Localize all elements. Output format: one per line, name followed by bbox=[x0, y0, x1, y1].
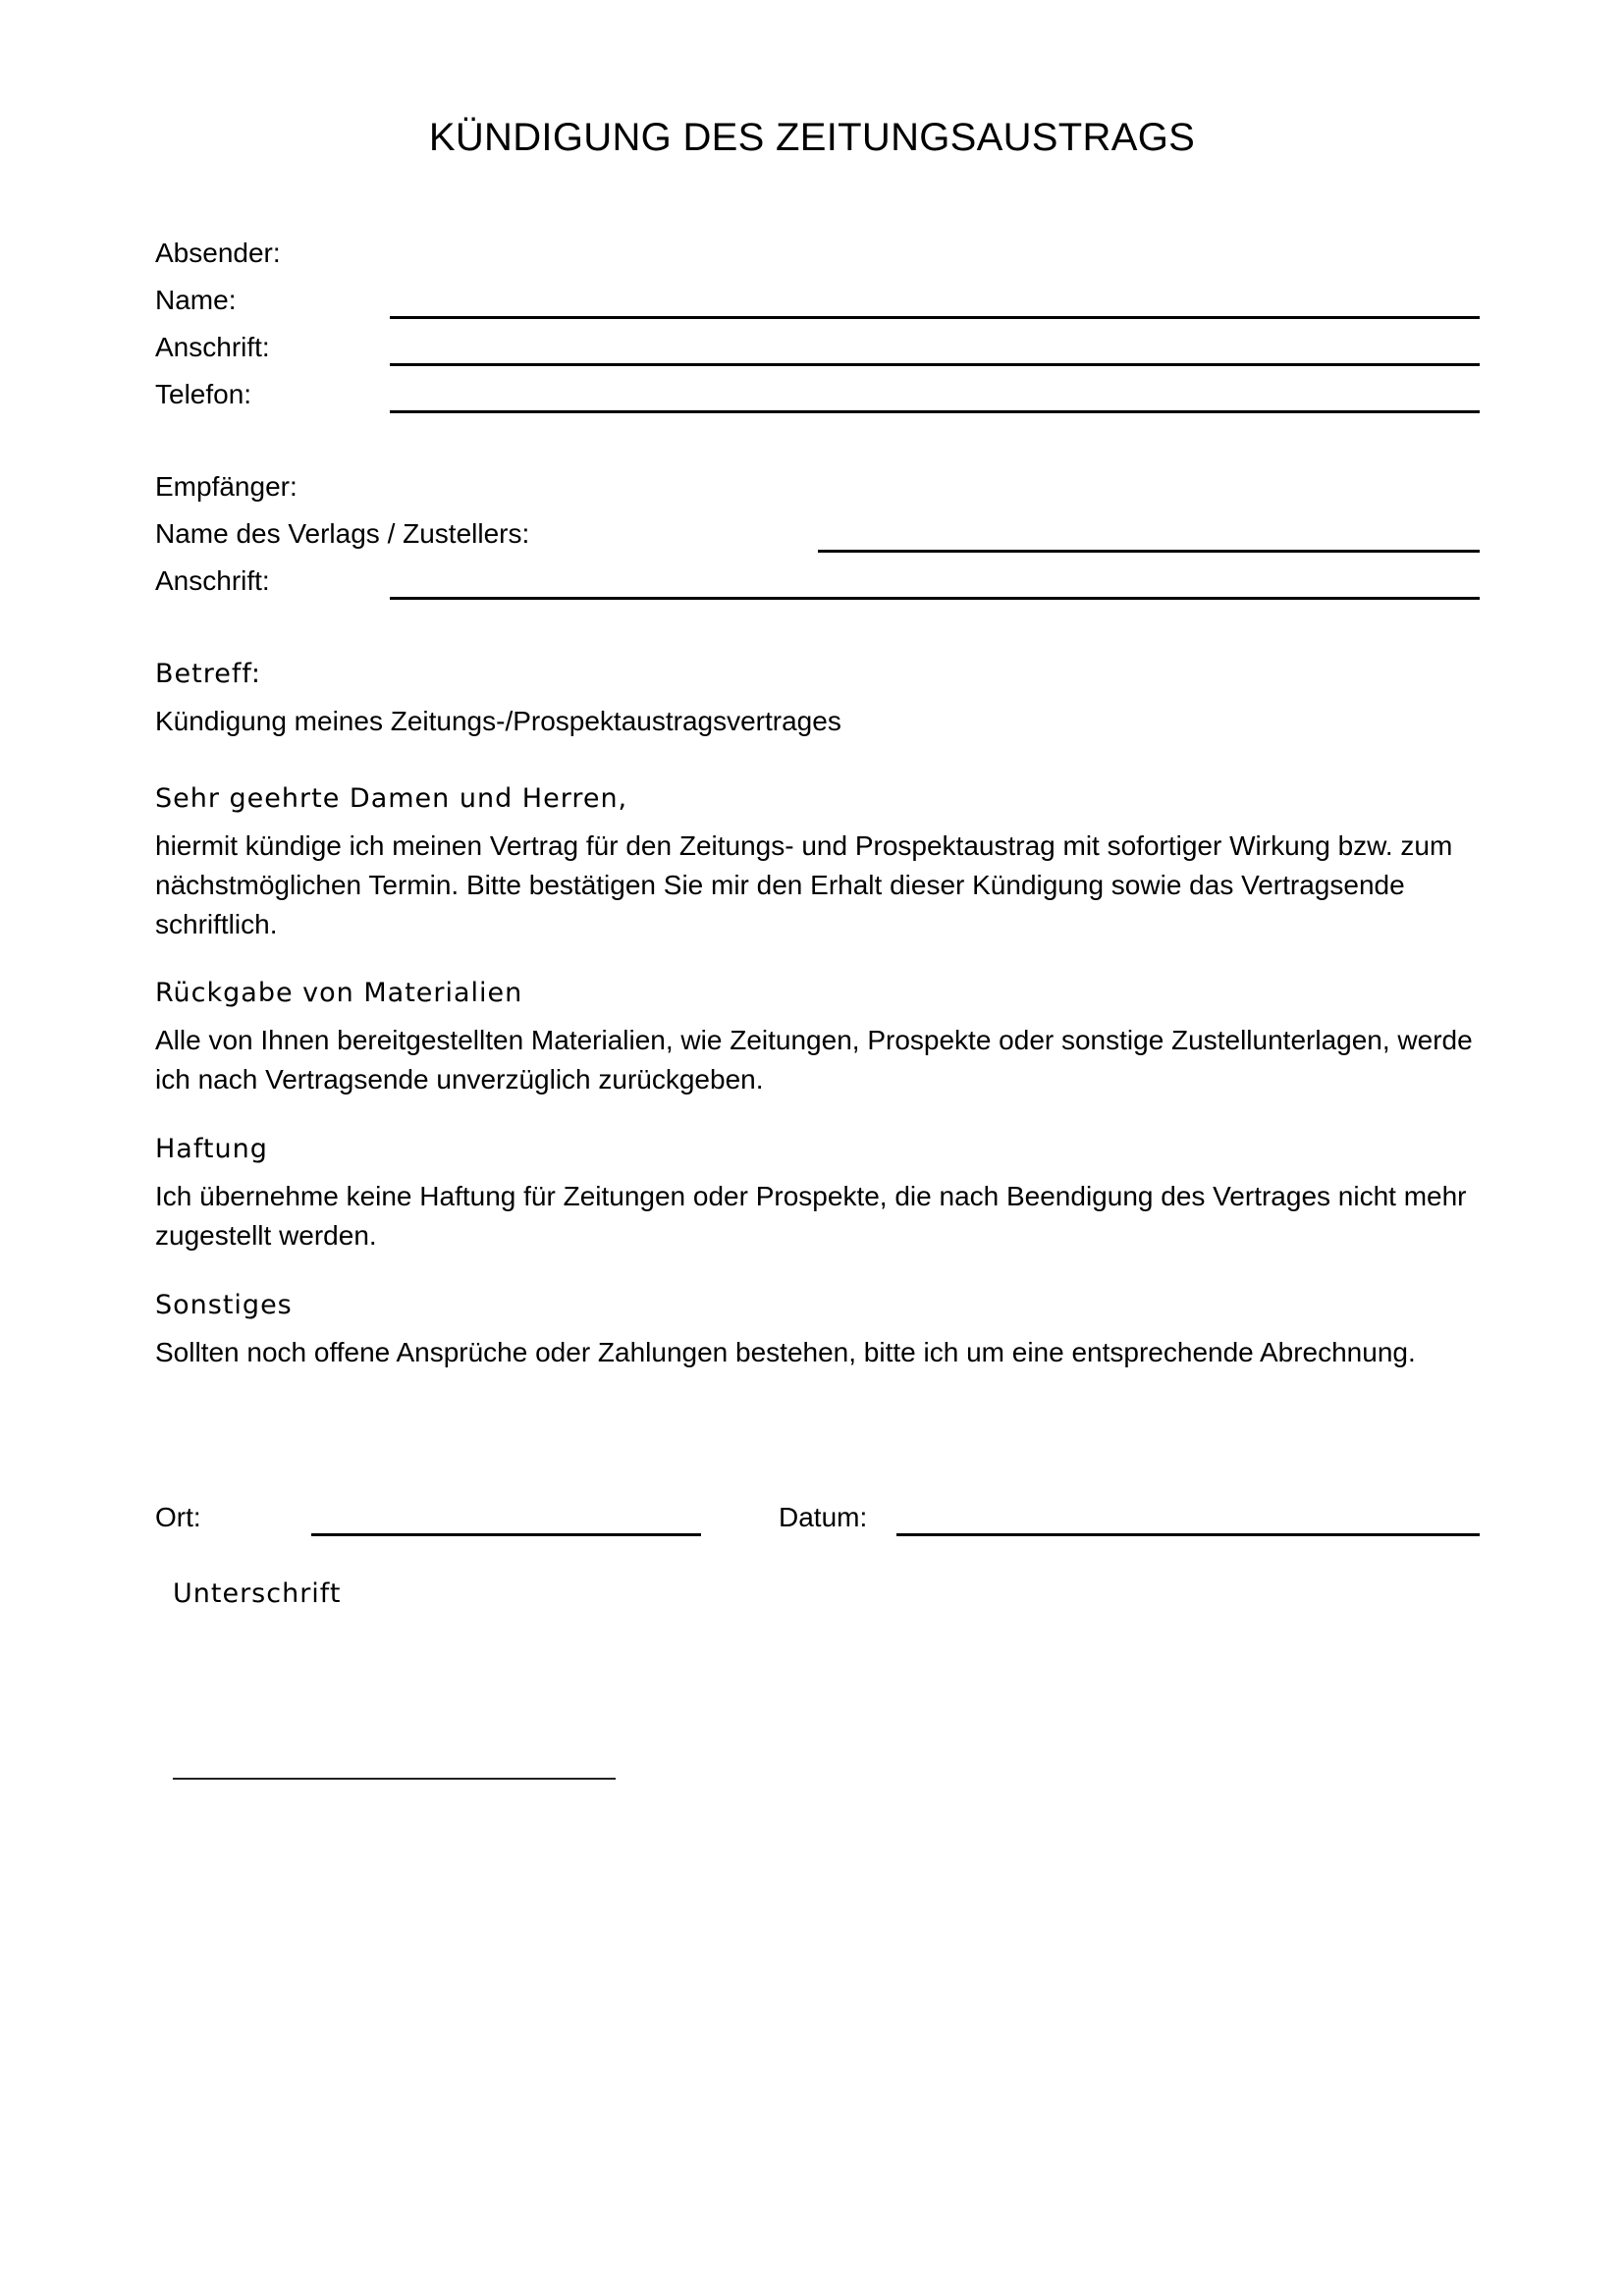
section-heading-liability: Haftung bbox=[155, 1134, 268, 1164]
sender-heading: Absender: bbox=[155, 238, 281, 268]
section-text-misc: Sollten noch offene Ansprüche oder Zahlungen bestehen, bitte ich um eine entsprechende Abrechnung. bbox=[155, 1337, 1416, 1367]
sender-name-rule bbox=[390, 316, 1480, 319]
signature-line[interactable] bbox=[173, 1778, 616, 1780]
date-label: Datum: bbox=[779, 1502, 868, 1532]
recipient-heading: Empfänger: bbox=[155, 471, 298, 502]
salutation: Sehr geehrte Damen und Herren, bbox=[155, 783, 628, 814]
section-heading-return: Rückgabe von Materialien bbox=[155, 978, 523, 1008]
sender-phone-label: Telefon: bbox=[155, 379, 252, 409]
subject-text: Kündigung meines Zeitungs-/Prospektaustragsvertrages bbox=[155, 706, 841, 736]
sender-address-rule bbox=[390, 363, 1480, 366]
signature-label: Unterschrift bbox=[173, 1578, 342, 1609]
recipient-address-rule bbox=[390, 597, 1480, 600]
sender-name-label: Name: bbox=[155, 285, 237, 315]
date-rule bbox=[896, 1533, 1480, 1536]
section-text-return: Alle von Ihnen bereitgestellten Materialien, wie Zeitungen, Prospekte oder sonstige Zustellunterlagen, werde ich nach Vertragsende unverzüglich zurückgeben. bbox=[155, 1025, 1473, 1095]
place-label: Ort: bbox=[155, 1502, 201, 1532]
section-heading-misc: Sonstiges bbox=[155, 1290, 293, 1320]
subject-heading: Betreff: bbox=[155, 659, 261, 689]
recipient-publisher-rule bbox=[818, 550, 1480, 553]
place-rule bbox=[311, 1533, 701, 1536]
letter-body: hiermit kündige ich meinen Vertrag für den Zeitungs- und Prospektaustrag mit sofortiger Wirkung bzw. zum nächstmöglichen Termin. Bitte bestätigen Sie mir den Erhalt dieser Kündigung sowie das Vertragsende schriftlich. bbox=[155, 830, 1453, 939]
sender-address-label: Anschrift: bbox=[155, 332, 270, 362]
sender-phone-rule bbox=[390, 410, 1480, 413]
document-title: KÜNDIGUNG DES ZEITUNGSAUSTRAGS bbox=[428, 116, 1196, 159]
recipient-publisher-label: Name des Verlags / Zustellers: bbox=[155, 518, 530, 549]
recipient-address-label: Anschrift: bbox=[155, 565, 270, 596]
section-text-liability: Ich übernehme keine Haftung für Zeitungen oder Prospekte, die nach Beendigung des Vertrages nicht mehr zugestellt werden. bbox=[155, 1181, 1467, 1251]
